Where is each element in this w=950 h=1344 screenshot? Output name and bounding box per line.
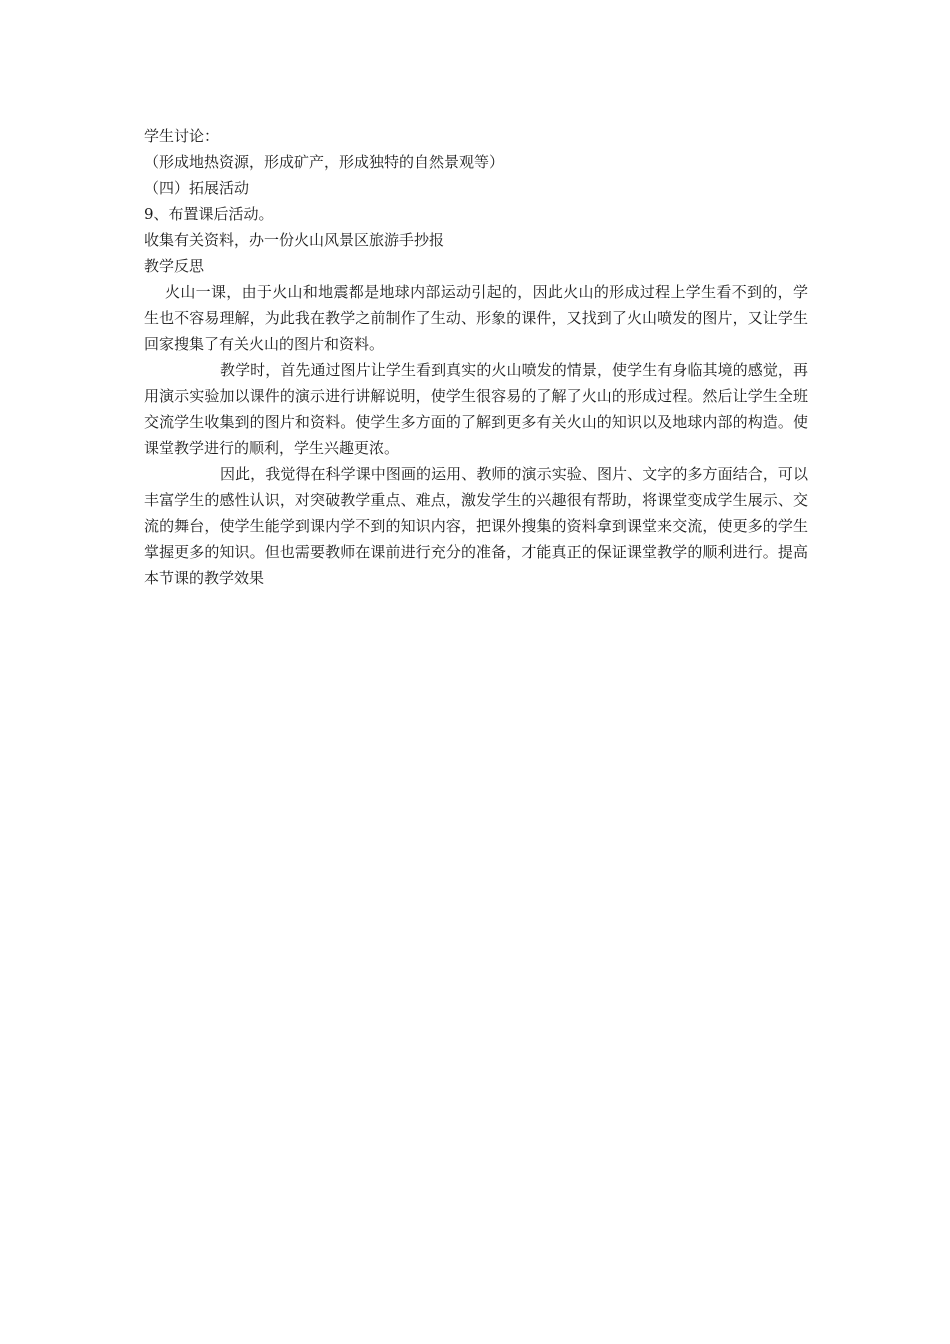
reflection-paragraph-3: 因此，我觉得在科学课中图画的运用、教师的演示实验、图片、文字的多方面结合，可以丰富学生的感性认识，对突破教学重点、难点，激发学生的兴趣很有帮助，将课堂变成学生展示、交流的舞台，使学生能学到课内学不到的知识内容，把课外搜集的资料拿到课堂来交流，使更多的学生掌握更多的知识。但也需要教师在课前进行充分的准备，才能真正的保证课堂教学的顺利进行。提高本节课的教学效果 [144, 465, 808, 587]
reflection-paragraph-2: 教学时，首先通过图片让学生看到真实的火山喷发的情景，使学生有身临其境的感觉，再用演示实验加以课件的演示进行讲解说明，使学生很容易的了解了火山的形成过程。然后让学生全班交流学生收集到的图片和资料。使学生多方面的了解到更多有关火山的知识以及地球内部的构造。使课堂教学进行的顺利，学生兴趣更浓。 [144, 361, 808, 457]
section-heading: （四）拓展活动 [144, 179, 250, 197]
reflection-paragraph-1: 火山一课，由于火山和地震都是地球内部运动引起的，因此火山的形成过程上学生看不到的，学生也不容易理解，为此我在教学之前制作了生动、形象的课件，又找到了火山喷发的图片，又让学生回家搜集了有关火山的图片和资料。 [144, 283, 808, 353]
reflection-heading: 教学反思 [144, 257, 205, 275]
step-nine: 9、布置课后活动。 [144, 205, 274, 223]
discussion-label: 学生讨论： [144, 127, 220, 145]
discussion-answer: （形成地热资源，形成矿产，形成独特的自然景观等） [144, 153, 505, 171]
homework-line: 收集有关资料，办一份火山风景区旅游手抄报 [144, 231, 445, 249]
document-body [144, 123, 808, 591]
